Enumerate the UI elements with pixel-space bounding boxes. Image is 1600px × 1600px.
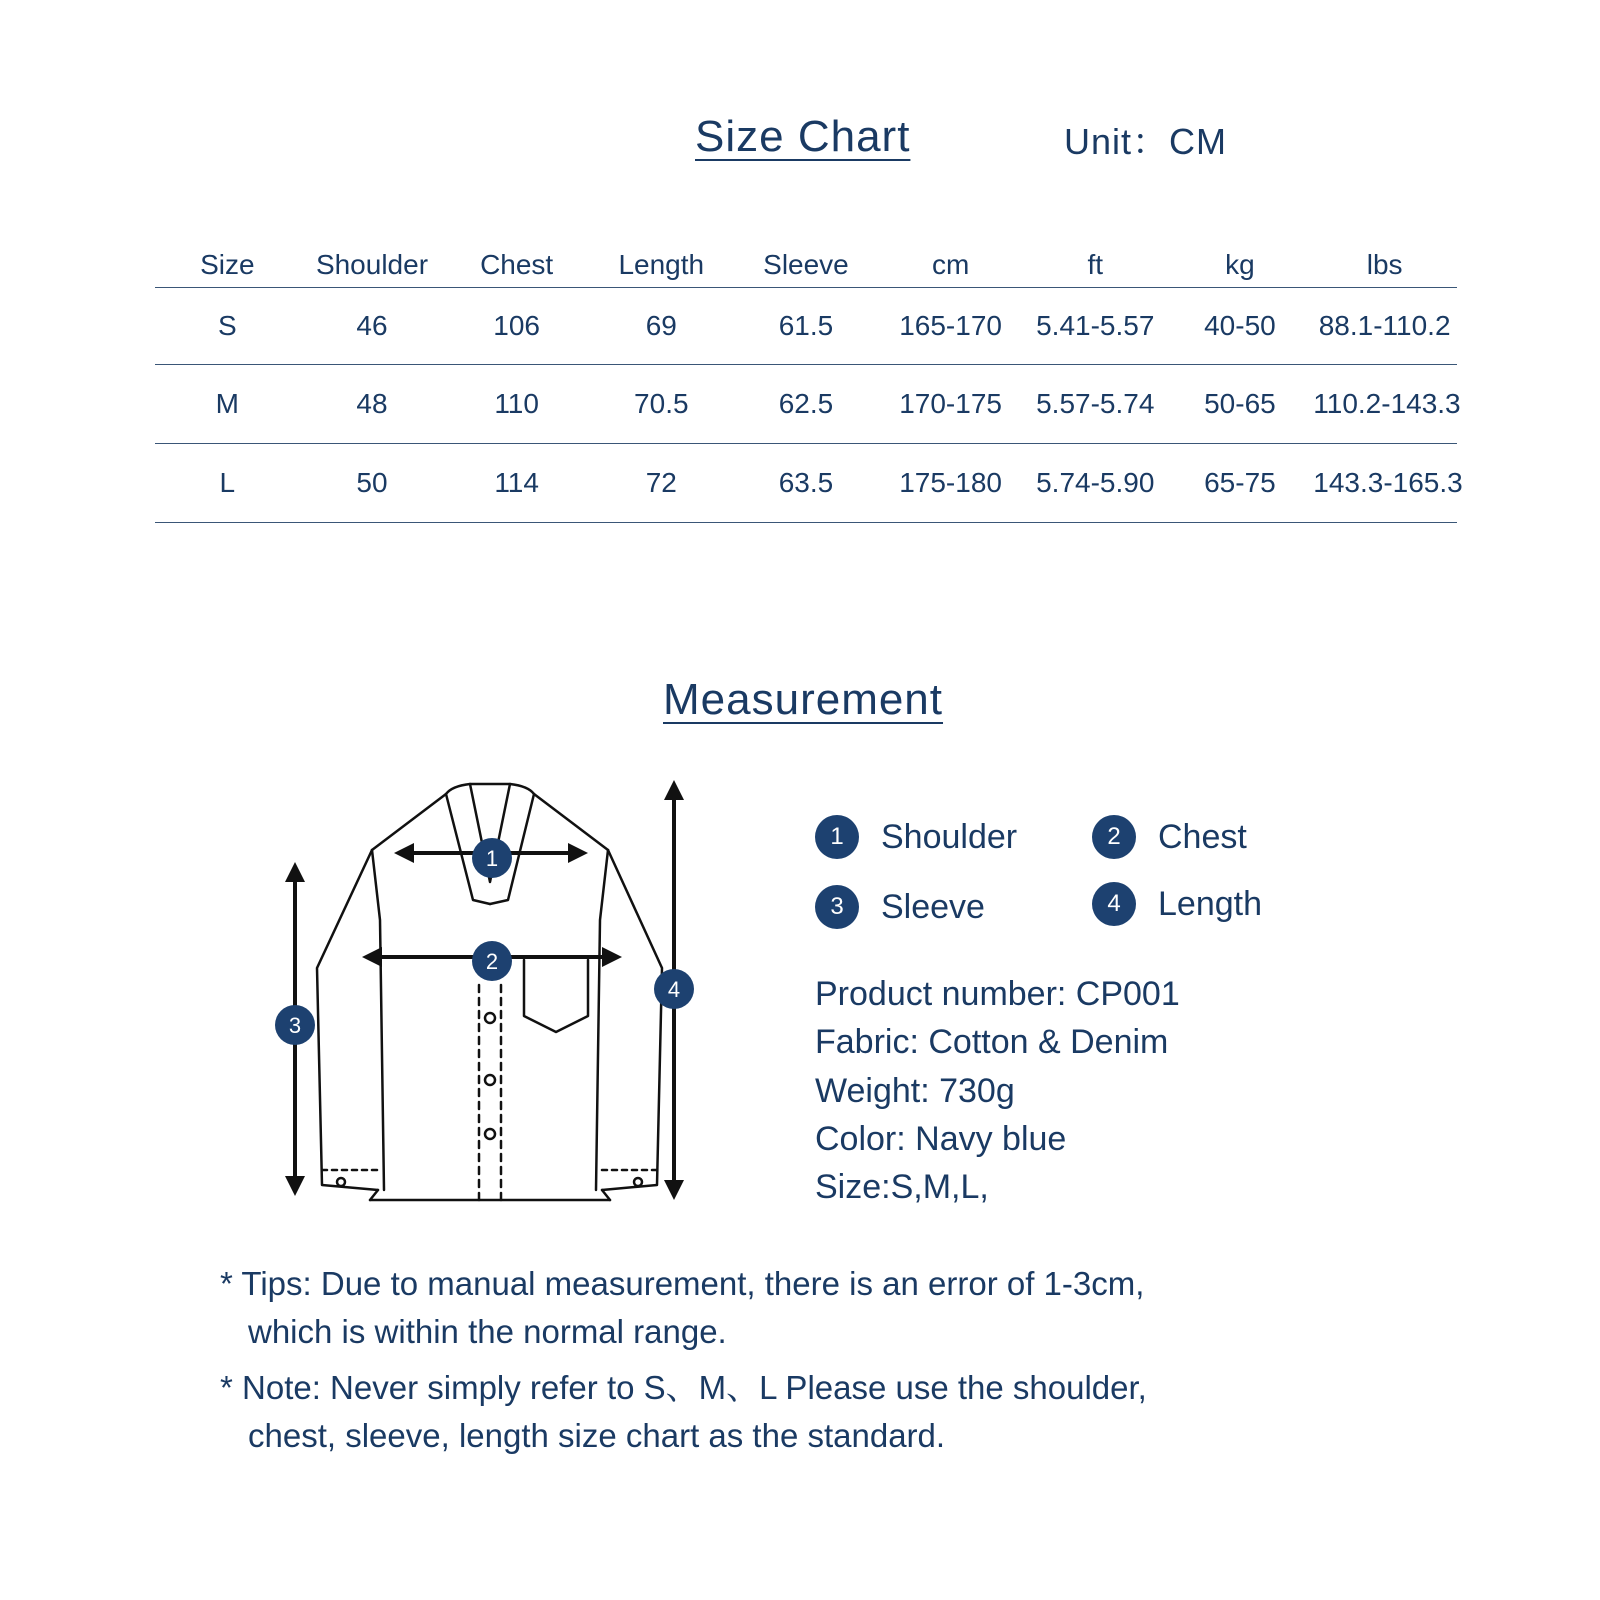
table-cell: M xyxy=(155,365,300,444)
column-header: lbs xyxy=(1312,230,1457,288)
size-chart-title: Size Chart xyxy=(695,112,911,161)
size-info: Size:S,M,L, xyxy=(815,1168,989,1206)
table-cell: 72 xyxy=(589,444,734,523)
tips-note xyxy=(220,1260,1144,1356)
column-header: Chest xyxy=(444,230,589,288)
table-cell: 143.3-165.3 xyxy=(1312,444,1457,523)
table-cell: 65-75 xyxy=(1168,444,1313,523)
marker-4-label: 4 xyxy=(667,977,681,1002)
color-info: Color: Navy blue xyxy=(815,1120,1067,1158)
marker-1-label: 1 xyxy=(485,846,499,871)
table-cell: 48 xyxy=(300,365,445,444)
fabric-info: Fabric: Cotton & Denim xyxy=(815,1023,1169,1061)
table-cell: 5.57-5.74 xyxy=(1023,365,1168,444)
number-badge: 4 xyxy=(1092,882,1136,926)
table-cell: 69 xyxy=(589,288,734,365)
table-cell: 114 xyxy=(444,444,589,523)
tips-line-1: * Tips: Due to manual measurement, there is an error of 1-3cm, xyxy=(220,1265,1145,1302)
table-cell: 170-175 xyxy=(878,365,1023,444)
legend-label: Shoulder xyxy=(881,817,1018,856)
column-header: Sleeve xyxy=(734,230,879,288)
legend-label: Sleeve xyxy=(881,887,985,926)
table-cell: 70.5 xyxy=(589,365,734,444)
column-header: Shoulder xyxy=(300,230,445,288)
column-header: Size xyxy=(155,230,300,288)
note-line-2: chest, sleeve, length size chart as the standard. xyxy=(248,1417,946,1454)
table-cell: 110.2-143.3 xyxy=(1312,365,1457,444)
table-cell: 40-50 xyxy=(1168,288,1313,365)
legend-item-chest xyxy=(1092,815,1247,859)
table-cell: 5.74-5.90 xyxy=(1023,444,1168,523)
tips-line-2: which is within the normal range. xyxy=(248,1313,727,1350)
table-cell: 46 xyxy=(300,288,445,365)
column-header: Length xyxy=(589,230,734,288)
number-badge: 3 xyxy=(815,885,859,929)
table-cell: S xyxy=(155,288,300,365)
number-badge: 2 xyxy=(1092,815,1136,859)
table-cell: L xyxy=(155,444,300,523)
table-cell: 110 xyxy=(444,365,589,444)
table-cell: 106 xyxy=(444,288,589,365)
diagram-markers xyxy=(275,838,694,1045)
table-cell: 50 xyxy=(300,444,445,523)
column-header: cm xyxy=(878,230,1023,288)
table-cell: 61.5 xyxy=(734,288,879,365)
legend-item-sleeve xyxy=(815,885,985,929)
marker-4 xyxy=(654,969,694,1009)
column-header: kg xyxy=(1168,230,1313,288)
number-badge: 1 xyxy=(815,815,859,859)
product-number: Product number: CP001 xyxy=(815,975,1180,1013)
table-cell: 88.1-110.2 xyxy=(1312,288,1457,365)
table-cell: 165-170 xyxy=(878,288,1023,365)
note-line-1: * Note: Never simply refer to S、M、L Please use the shoulder, xyxy=(220,1369,1147,1406)
table-cell: 63.5 xyxy=(734,444,879,523)
column-header: ft xyxy=(1023,230,1168,288)
marker-1 xyxy=(472,838,512,878)
shirt-outline-icon xyxy=(0,0,760,1230)
measurement-title: Measurement xyxy=(663,675,944,724)
marker-2-label: 2 xyxy=(485,949,499,974)
marker-3 xyxy=(275,1005,315,1045)
table-cell: 175-180 xyxy=(878,444,1023,523)
table-cell: 62.5 xyxy=(734,365,879,444)
weight-info: Weight: 730g xyxy=(815,1072,1015,1110)
marker-2 xyxy=(472,941,512,981)
standard-note xyxy=(220,1364,1147,1460)
table-cell: 5.41-5.57 xyxy=(1023,288,1168,365)
marker-3-label: 3 xyxy=(288,1013,302,1038)
legend-label: Length xyxy=(1158,884,1262,923)
legend-item-length xyxy=(1092,882,1262,926)
legend-label: Chest xyxy=(1158,817,1247,856)
unit-label: Unit：CM xyxy=(1064,121,1228,162)
legend-item-shoulder xyxy=(815,815,1017,859)
table-cell: 50-65 xyxy=(1168,365,1313,444)
